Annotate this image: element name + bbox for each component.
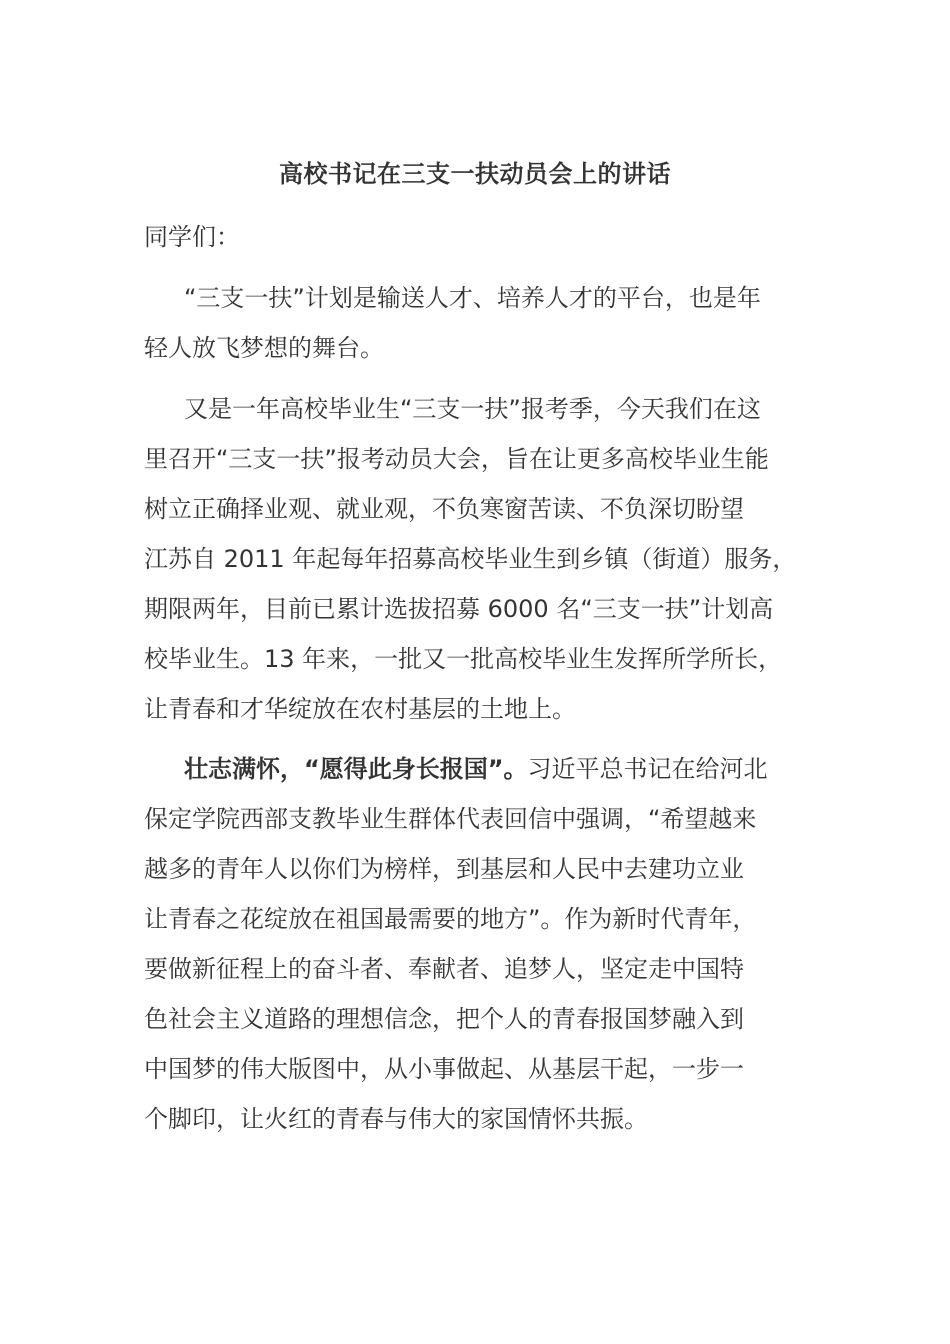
paragraph-first-line [144, 744, 814, 794]
paragraph-1 [144, 273, 814, 373]
paragraph-line: 又是一年高校毕业生“三支一扶”报考季，今天我们在这 [184, 395, 761, 423]
paragraph-3 [144, 744, 814, 1144]
paragraph-bold-lead: 壮志满怀，“愿得此身长报国”。 [184, 755, 528, 783]
paragraph-line: 期限两年，目前已累计选拔招募 6000 名“三支一扶”计划高 [144, 595, 774, 623]
paragraph-lead-rest: 习近平总书记在给河北 [527, 755, 768, 783]
paragraph-line: 要做新征程上的奋斗者、奉献者、追梦人，坚定走中国特 [144, 955, 744, 983]
paragraph-line: 中国梦的伟大版图中，从小事做起、从基层干起，一步一 [144, 1055, 744, 1083]
paragraph-line: 让青春和才华绽放在农村基层的土地上。 [144, 695, 576, 723]
salutation-line: 同学们： [144, 223, 240, 251]
paragraph-line: 越多的青年人以你们为榜样，到基层和人民中去建功立业 [144, 855, 744, 883]
salutation [144, 212, 814, 262]
paragraph-line: 树立正确择业观、就业观，不负寒窗苦读、不负深切盼望 [144, 495, 744, 523]
paragraph-line: “三支一扶”计划是输送人才、培养人才的平台，也是年 [184, 284, 761, 312]
document-title: 高校书记在三支一扶动员会上的讲话 [279, 160, 671, 188]
paragraph-line: 色社会主义道路的理想信念，把个人的青春报国梦融入到 [144, 1005, 744, 1033]
paragraph-2 [144, 384, 814, 734]
paragraph-line: 江苏自 2011 年起每年招募高校毕业生到乡镇（街道）服务， [144, 545, 797, 573]
paragraph-line: 轻人放飞梦想的舞台。 [144, 334, 384, 362]
paragraph-line: 里召开“三支一扶”报考动员大会，旨在让更多高校毕业生能 [144, 445, 769, 473]
paragraph-line: 让青春之花绽放在祖国最需要的地方”。作为新时代青年， [144, 905, 757, 933]
paragraph-line: 个脚印，让火红的青春与伟大的家国情怀共振。 [144, 1105, 648, 1133]
paragraph-line: 保定学院西部支教毕业生群体代表回信中强调，“希望越来 [144, 805, 757, 833]
paragraph-line: 校毕业生。13 年来，一批又一批高校毕业生发挥所学所长， [144, 645, 783, 673]
